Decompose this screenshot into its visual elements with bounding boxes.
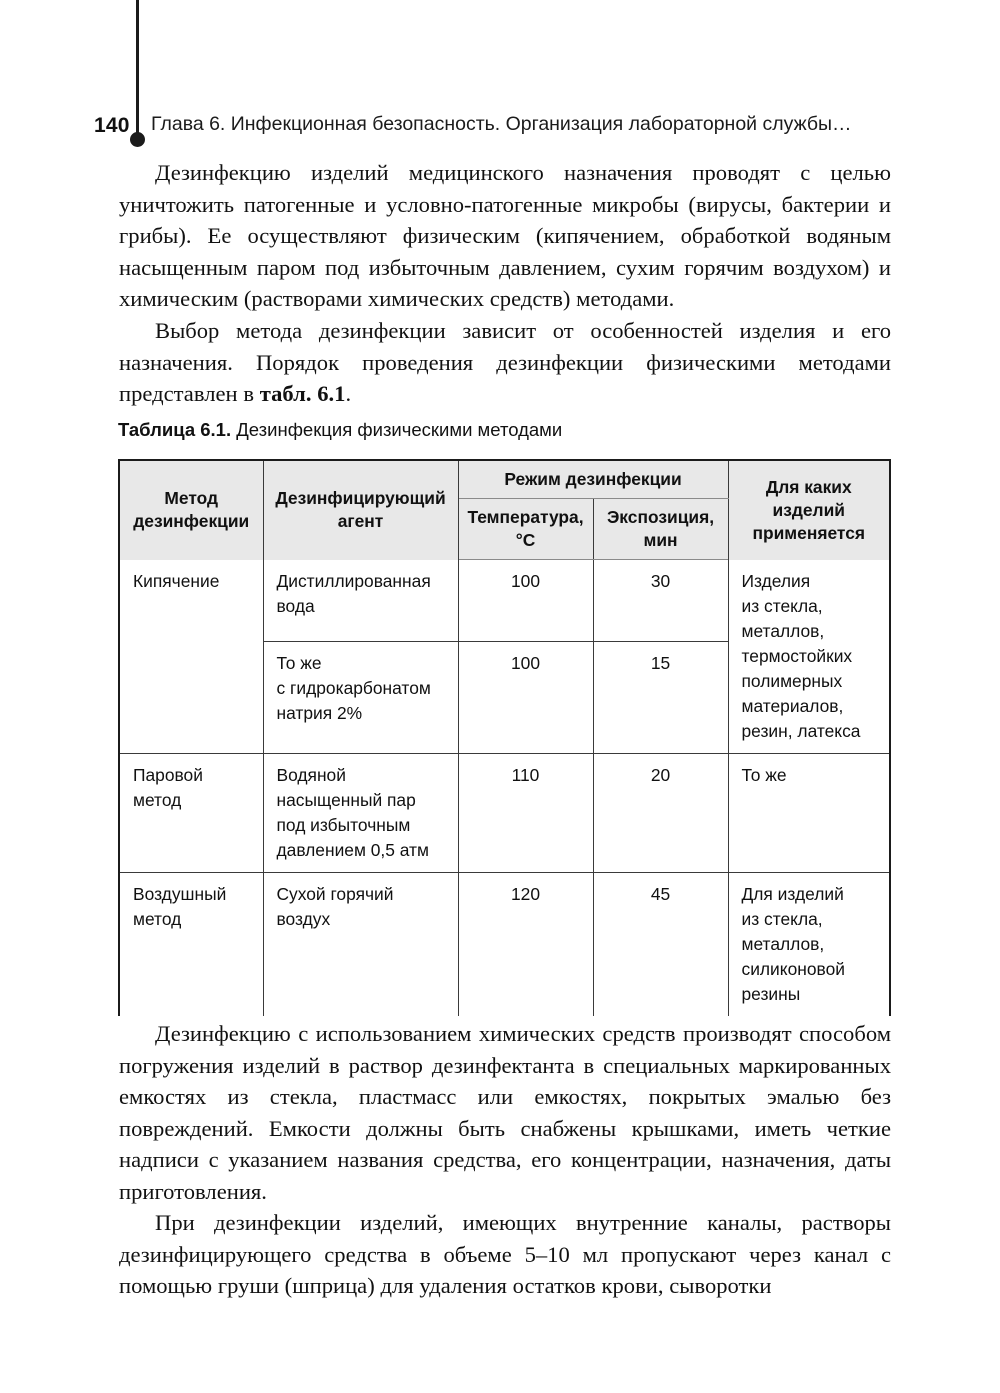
col-header-usage-line3: применяется [752,522,866,543]
col-header-exposure [593,499,728,560]
cell-usage-dry-air-line4: силиконовой [741,958,845,979]
cell-method-steam-line2: метод [133,789,182,810]
cell-usage-boiling-line3: металлов, [741,620,825,641]
cell-agent-bicarbonate-line2: с гидрокарбонатом [276,677,431,698]
cell-usage-boiling-line2: из стекла, [741,595,823,616]
col-header-usage [728,460,890,560]
page-number: 140 [94,113,130,137]
col-header-usage-line1: Для каких [765,476,852,497]
cell-exposure-steam: 20 [593,753,728,872]
cell-agent-distilled-water-line1: Дистиллированная [276,570,431,591]
cell-method-boiling-line1: Кипячение [133,570,220,591]
cell-agent-steam-line3: под избыточным [276,814,411,835]
col-header-agent [263,460,458,560]
col-header-method [119,460,263,560]
cell-temperature-dry-air: 120 [458,872,593,1016]
cell-agent-steam-line1: Водяной [276,764,346,785]
cell-usage-dry-air [728,872,890,1016]
cell-agent-steam [263,753,458,872]
col-header-exposure-line2: мин [643,530,678,550]
cell-agent-bicarbonate-line3: натрия 2% [276,702,363,723]
cell-exposure-dry-air: 45 [593,872,728,1016]
cell-method-boiling [119,560,263,754]
disinfection-table [118,459,891,1016]
col-header-agent-line1: Дезинфицирующий [275,488,446,509]
paragraph-chemical: Дезинфекцию с использованием химических средств производят способом погружения изделий в раствор дезинфектанта в специальных маркированных емкостях из стекла, пластмасс или емкостях, покрытых эмалью без повреждений. Емкости должны быть снабжены крышками, иметь четкие надписи с указанием названия средства, его концентрации, назначения, даты приготовления. [119,1021,891,1204]
table-reference: табл. 6.1 [259,381,346,407]
table-head-row-1 [119,460,890,499]
col-header-temperature [458,499,593,560]
running-head-title: Глава 6. Инфекционная безопасность. Организация лабораторной службы… [151,113,852,136]
col-header-method-line2: дезинфекции [133,511,250,532]
col-header-regime-group: Режим дезинфекции [458,460,728,499]
cell-exposure-boiling-a: 30 [593,560,728,642]
cell-method-dry-air-line1: Воздушный [133,883,227,904]
table-caption-label: Таблица 6.1. [118,419,232,440]
cell-usage-boiling-line6: материалов, [741,695,844,716]
table-caption [118,419,562,441]
paragraph-method-choice [119,315,891,410]
cell-agent-bicarbonate [263,641,458,753]
paragraph-method-choice-tail: . [345,381,352,407]
table-body [119,560,890,1016]
paragraph-method-choice-text: Выбор метода дезинфекции зависит от особенностей изделия и его назначения. Порядок проведения дезинфекции физическими методами представлен в [119,318,891,407]
cell-usage-dry-air-line2: из стекла, [741,908,823,929]
cell-agent-dry-air [263,872,458,1016]
cell-agent-bicarbonate-line1: То же [276,652,322,673]
cell-agent-distilled-water-line2: вода [276,595,315,616]
cell-usage-dry-air-line5: резины [741,983,801,1004]
table-row [119,560,890,642]
col-header-method-line1: Метод [164,488,219,509]
cell-temperature-steam: 110 [458,753,593,872]
cell-agent-distilled-water [263,560,458,642]
cell-temperature-boiling-a: 100 [458,560,593,642]
col-header-usage-line2: изделий [772,499,845,520]
cell-usage-steam-line1: То же [741,764,787,785]
cell-usage-boiling-line5: полимерных [741,670,843,691]
cell-method-dry-air [119,872,263,1016]
col-header-agent-line2: агент [337,511,384,532]
cell-usage-boiling-line4: термостойких [741,645,853,666]
paragraph-channels: При дезинфекции изделий, имеющих внутренние каналы, растворы дезинфицирующего средства в объеме 5–10 мл пропускают через канал с помощью груши (шприца) для удаления остатков крови, сыворотки [119,1210,891,1299]
table-row [119,872,890,1016]
cell-exposure-boiling-b: 15 [593,641,728,753]
cell-method-steam-line1: Паровой [133,764,203,785]
paragraph-intro: Дезинфекцию изделий медицинского назначения проводят с целью уничтожить патогенные и условно-патогенные микробы (вирусы, бактерии и грибы). Ее осуществляют физическим (кипячением, обработкой водяным насыщенным паром под избыточным давлением, сухим горячим воздухом) и химическим (растворами химических средств) методами. [119,160,891,312]
cell-usage-boiling-line1: Изделия [741,570,811,591]
cell-usage-dry-air-line1: Для изделий [741,883,844,904]
cell-agent-dry-air-line1: Сухой горячий [276,883,394,904]
cell-method-dry-air-line2: метод [133,908,182,929]
cell-temperature-boiling-b: 100 [458,641,593,753]
cell-method-steam [119,753,263,872]
table-row [119,753,890,872]
cell-usage-steam [728,753,890,872]
table-head [119,460,890,560]
running-head [94,108,904,142]
cell-agent-steam-line4: давлением 0,5 атм [276,839,429,860]
cell-agent-dry-air-line2: воздух [276,908,331,929]
col-header-temperature-line2: °C [515,530,536,550]
cell-agent-steam-line2: насыщенный пар [276,789,416,810]
col-header-exposure-line1: Экспозиция, [606,507,715,527]
cell-usage-boiling [728,560,890,754]
table-caption-text: Дезинфекция физическими методами [231,419,563,440]
cell-usage-dry-air-line3: металлов, [741,933,825,954]
disinfection-table-wrapper [118,459,889,1016]
col-header-temperature-line1: Температура, [467,507,584,527]
cell-usage-boiling-line7: резин, латекса [741,720,861,741]
